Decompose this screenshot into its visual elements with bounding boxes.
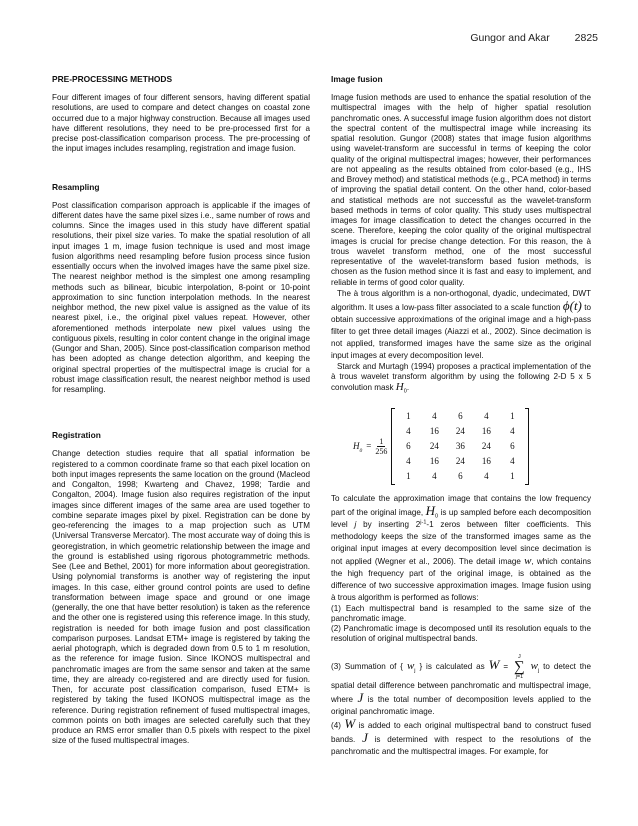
section-title-resampling: Resampling: [52, 181, 100, 192]
matrix-cell: 16: [481, 425, 491, 436]
fusion-paragraph-2: The à trous algorithm is a non-orthogonal, dyadic, undecimated, DWT algorithm. It uses a low-pass filter associated to a scale function ϕ(t) to obtain successive approximations of the original image and a high-pass filter to get three detail images (Aiazzi et al., 2002). Since decimation is not applied, transformed images have the same size as the original input images at every decomposition level.: [331, 288, 592, 360]
step-4: (4) W is added to each original multispectral band to construct fused bands. J is determined with respect to the resolutions of the panchromatic and the multispectral images. For example, for: [331, 715, 592, 756]
page-header: [448, 32, 598, 44]
matrix-cell: 24: [455, 425, 465, 436]
section-title-preprocessing: PRE-PROCESSING METHODS: [52, 74, 173, 84]
matrix-cell: 4: [406, 455, 411, 466]
convolution-matrix: [391, 408, 529, 485]
header-authors: Gungor and Akar: [470, 32, 550, 44]
page-number: 2825: [574, 32, 598, 44]
fusion-paragraph-1: Image fusion methods are used to enhance the spatial resolution of the multispectral images with the help of higher spatial resolution panchromatic ones. A successful image fusion algorithm does not distort the spectral content of the multispectral image while increasing its spatial resolution. Gungor (2008) states that image fusion algorithms using wavelet-transform are successful in terms of keeping the color quality of the original multispectral images; however, their performances are not appealing as the results obtained from color-based (e.g., IHS and Brovey method) and statistical methods (e.g., PCA method) in terms of improving the spatial detail content. On the other hand, color-based and statistical methods are not successful as the wavelet-transform based methods in terms of color quality. This study uses multispectral images for image classification to detect the changes occurred in the scene. Therefore, keeping the color quality of the original multispectral images is crucial for precise change detection. For this reason, the à trous wavelet transform method, one of the most successful representative of the wavelet-transform based fusion methods, is chosen as the fusion method since it is fast and easy to implement, and reliable in terms of good color quality.: [331, 93, 591, 287]
resampling-paragraph: Post classification comparison approach is applicable if the images of different dates have the same pixel sizes i.e., same number of rows and columns. Since the images used in this study have different spatial resolutions, their pixel size varies. To make the spatial resolution of all input images 1 m, image fusion technique is used and most image fusion algorithms need resampling before fusion process since fusion essentially occurs when the involved images have the same pixel size. The nearest neighbor method is the simplest one among resampling methods such as bilinear, bicubic interpolation, 8-point or 10-point approximation to sinc function interpolation methods. In the nearest neighbor method, the new pixel value is assigned as the value of its nearest pixel, i.e., the original pixel values repeat. However, other aforementioned methods interpolate new pixel values using the contiguous pixels, resulting in color content change in the original image (Gungor and Shan, 2005). Since post-classification comparison method has been adopted as change detection algorithm, and keeping the original spectral properties of the multispectral image is crucial for a robust image classification result, the nearest neighbor method is used for resampling.: [52, 200, 310, 394]
step-2: (2) Panchromatic image is decomposed until its resolution equals to the resolution of original multispectral bands.: [331, 624, 591, 644]
matrix-cell: 36: [455, 440, 465, 451]
section-title-image-fusion: Image fusion: [331, 74, 383, 84]
matrix-cell: 24: [481, 440, 491, 451]
matrix-cell: 24: [455, 455, 465, 466]
matrix-cell: 24: [429, 440, 439, 451]
phi-symbol: ϕ(t): [562, 297, 582, 313]
summation-symbol: J ∑ j=1: [514, 653, 525, 680]
matrix-cell: 4: [510, 425, 515, 436]
convolution-mask-equation: $H_0$ = $\frac{1}{256}$ 1 4 6 4 1 4 16 24 16 4 6 24 36 24 6 4 16 24 16 4 1 4 6 4 1: [353, 408, 591, 485]
preprocessing-paragraph: Four different images of four different sensors, having different spatial resolutions, are used to compare and detect changes on coastal zone occurred due to a major highway construction. Because all images used have different resolutions, they need to be pre-processed first for a precise post-classification comparison process. The pre-processing of the input images includes resampling, registration and image fusion.: [52, 93, 310, 154]
left-column: [52, 74, 310, 747]
fusion-paragraph-3: Starck and Murtagh (1994) proposes a practical implementation of the à trous wavelet transform algorithm by using the following 2-D 5 x 5 convolution mask $H_0$.: [331, 361, 591, 395]
matrix-cell: 1: [406, 410, 411, 421]
right-column: [331, 74, 591, 758]
matrix-cell: 1: [406, 470, 411, 481]
matrix-cell: 6: [458, 410, 463, 421]
matrix-cell: 4: [484, 410, 489, 421]
matrix-cell: 16: [481, 455, 491, 466]
fraction: $\frac{1}{256}$: [375, 436, 388, 456]
matrix-cell: 6: [406, 440, 411, 451]
matrix-cell: 16: [429, 455, 439, 466]
section-title-registration: Registration: [52, 430, 101, 441]
matrix-cell: 16: [429, 425, 439, 436]
matrix-cell: 4: [510, 455, 515, 466]
step-3: (3) Summation of { $w_j$ } is calculated as W = J ∑ j=1 $w_j$ to detect the spatial detail difference between panchromatic and multispectral image, where J is the total number of decomposition levels applied to the original panchromatic image.: [331, 653, 592, 716]
fusion-paragraph-4: To calculate the approximation image that contains the low frequency part of the original image, $H_0$ is up sampled before each decomposition level j by inserting 2$^{j-1}$-1 zeros between filter coefficients. This methodology keeps the size of the transformed images same as the original input images at every decomposition level since decimation is not applied (Wegner et al., 2006). The detail image w, which contains the high frequency part of the original image, is obtained as the difference of two successive approximation images. Image fusion using à trous algorithm is performed as follows:: [331, 493, 592, 602]
matrix-cell: 4: [432, 410, 437, 421]
matrix-cell: 4: [406, 425, 411, 436]
matrix-cell: 4: [484, 470, 489, 481]
matrix-cell: 6: [458, 470, 463, 481]
matrix-cell: 4: [432, 470, 437, 481]
matrix-cell: 1: [510, 410, 515, 421]
registration-paragraph: Change detection studies require that all spatial information be registered to a common coordinate frame so that each pixel location on both input images represents the same location on the ground (Macleod and Congalton, 1998; Kwarteng and Chavez, 1998; Tardie and Congalton, 2004). Image fusion also requires registration of the input images since different images of the same area are used together to combine separate images pixel by pixel. Registration can be done by geo-referencing the images to a map projection such as UTM (Universal Transverse Mercator). The most accurate way of doing this is georegistration, in which geometric relationship between the image and the ground is established using rigorous photogrammetric methods. See (Lee and Bethel, 2001) for more information about georegistration. Using polynomial transforms is another way of registering the input images. In this case, either ground control points are used to define transformation between image space and ground or one image (generally, the one that have better resolution) is taken as the reference and the other one is registered using this reference image. In this study, registration is needed for both image fusion and post classification comparison purposes. Landsat ETM+ image is registered by taking the aerial photograph, which is degraded down from 0.5 to 1 m resolution, as the reference for image fusion. Since IKONOS multispectral and panchromatic images are from the same sensor and taken at the same time, they are already co-registered and are directly used for fusion. Then, for accurate post classification comparison, fused ETM+ is registered by taking the fused IKONOS multispectral image as the reference. During registration refinement of fused multispectral images, common points on both images are selected carefully such that they produce an RMS error smaller than 0.5 pixels with respect to the pixel size of the fused multispectral images.: [52, 449, 310, 746]
matrix-cell: 1: [510, 470, 515, 481]
step-1: (1) Each multispectral band is resampled to the same size of the panchromatic image.: [331, 603, 591, 623]
matrix-cell: 6: [510, 440, 515, 451]
